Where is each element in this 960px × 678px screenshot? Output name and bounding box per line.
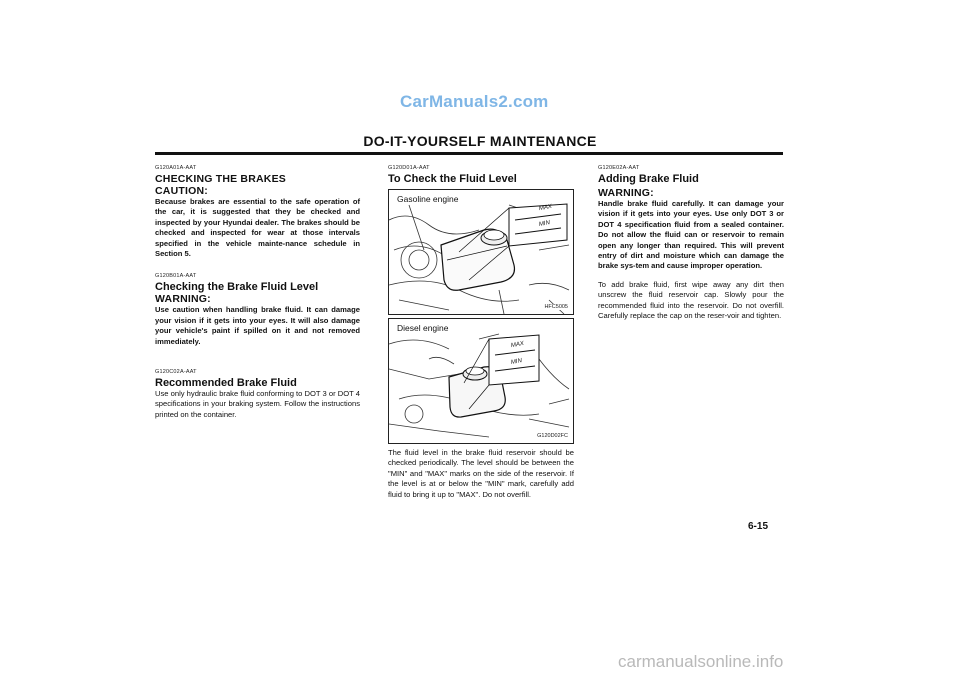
diesel-engine-illustration [389, 319, 573, 443]
adding-fluid-text: To add brake fluid, first wipe away any dirt then unscrew the fluid reservoir cap. Slowly pour the recommended fluid into the reservoir. Do not overfill. Carefully replace the cap on the reser-voir and tighten. [598, 279, 784, 321]
min-mark: MIN [538, 220, 551, 228]
warning-text: Handle brake fluid carefully. It can damage your vision if it gets into your eyes. Use only DOT 3 or DOT 4 specification fluid from a sealed container. Do not allow the fluid can or reservoir to remain open any longer than required. This will prevent entry of dirt and moisture which can damage the brake sys-tem and cause improper operation. [598, 199, 784, 271]
watermark-logo-bottom: carmanualsonline.info [618, 652, 784, 671]
right-column [598, 165, 784, 321]
page-title: DO-IT-YOURSELF MAINTENANCE [363, 133, 597, 149]
caution-label: CAUTION: [155, 185, 208, 197]
section-heading-adding-fluid: Adding Brake Fluid [598, 173, 699, 185]
recommended-fluid-text: Use only hydraulic brake fluid conforming to DOT 3 or DOT 4 specifications in your braking system. Follow the instructions printed on the container. [155, 389, 360, 419]
section-heading-fluid-level: Checking the Brake Fluid Level [155, 281, 319, 294]
section-code: G120C02A-AAT [155, 369, 197, 376]
section-code: G120D01A-AAT [388, 165, 430, 171]
max-mark: MAX [538, 203, 553, 213]
max-mark: MAX [510, 340, 525, 350]
warning-text: Use caution when handling brake fluid. It can damage your vision if it gets into your eyes. It will also damage your vehicle's paint if spilled on it and not removed immediately. [155, 305, 360, 346]
caution-text: Because brakes are essential to the safe operation of the car, it is suggested that they be checked and inspected by your Hyundai dealer. The brakes should be checked and inspected for wear at those intervals specified in the vehicle mainte-nance schedule in Section 5. [155, 197, 360, 259]
section-heading-checking-brakes: CHECKING THE BRAKES [155, 173, 286, 185]
section-code: G120B01A-AAT [155, 273, 197, 280]
page-number: 6-15 [748, 521, 769, 532]
min-mark: MIN [510, 358, 523, 366]
middle-column-header [388, 165, 578, 185]
left-column [155, 165, 360, 420]
section-code: G120A01A-AAT [155, 165, 197, 171]
header-rule [155, 152, 783, 155]
watermark-logo-top: CarManuals2.com [400, 92, 549, 111]
figure-diesel-engine [388, 318, 574, 444]
check-fluid-text: The fluid level in the brake fluid reservoir should be checked periodically. The level should be between the "MIN" and "MAX" marks on the side of the reservoir. If the level is at or below the "MIN" mark, carefully add fluid to bring it up to "MAX". Do not overfill. [388, 448, 574, 499]
figure-code: G120D02FC [537, 433, 568, 439]
section-code: G120E02A-AAT [598, 165, 640, 171]
warning-label: WARNING: [598, 187, 654, 199]
warning-label: WARNING: [155, 293, 211, 306]
section-heading-recommended-fluid: Recommended Brake Fluid [155, 377, 297, 390]
figure-gasoline-engine [388, 189, 574, 315]
figure-code: HFC5005 [544, 304, 568, 310]
figure-label: Diesel engine [397, 323, 449, 333]
figure-label: Gasoline engine [397, 194, 459, 204]
section-heading-check-fluid: To Check the Fluid Level [388, 173, 517, 185]
